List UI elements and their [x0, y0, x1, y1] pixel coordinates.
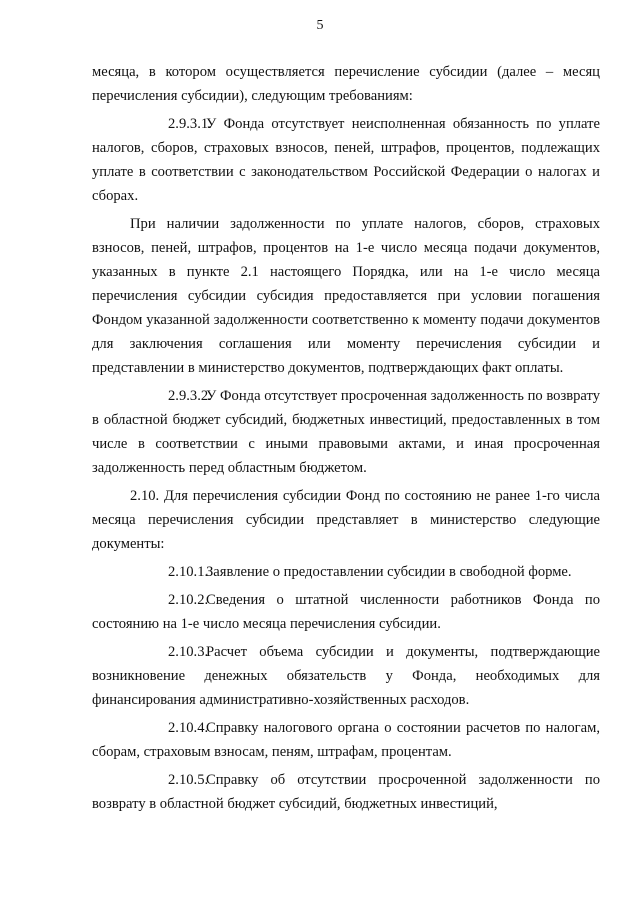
paragraph-text: Заявление о предоставлении субсидии в свободной форме.: [206, 564, 572, 580]
paragraph: [92, 640, 600, 712]
paragraph-text: У Фонда отсутствует неисполненная обязанность по уплате налогов, сборов, страховых взносов, пеней, штрафов, процентов, подлежащих уплате в соответствии с законодательством Российской Федерации о налогах и сборах.: [92, 116, 600, 204]
paragraph-text: Расчет объема субсидии и документы, подтверждающие возникновение денежных обязательств у Фонда, необходимых для финансирования административно-хозяйственных расходов.: [92, 644, 600, 708]
item-number: 2.10.3.: [168, 644, 209, 660]
paragraph: [92, 484, 600, 556]
paragraph: [92, 60, 600, 108]
item-number: 2.10.1.: [168, 564, 209, 580]
paragraph: [92, 560, 600, 584]
paragraph-text: месяца, в котором осуществляется перечисление субсидии (далее – месяц перечисления субсидии), следующим требованиям:: [92, 64, 600, 104]
page-number: 5: [316, 18, 324, 33]
document-body: [92, 60, 600, 820]
paragraph: [92, 384, 600, 480]
paragraph-text: Справку налогового органа о состоянии расчетов по налогам, сборам, страховым взносам, пеням, штрафам, процентам.: [92, 720, 600, 760]
paragraph: [92, 212, 600, 380]
item-number: 2.10.2.: [168, 592, 209, 608]
paragraph-text: Сведения о штатной численности работников Фонда по состоянию на 1-е число месяца перечисления субсидии.: [92, 592, 600, 632]
item-number: 2.9.3.2.: [168, 388, 212, 404]
paragraph: [92, 112, 600, 208]
paragraph-text: 2.10. Для перечисления субсидии Фонд по состоянию не ранее 1-го числа месяца перечисления субсидии представляет в министерство следующие документы:: [92, 488, 600, 552]
item-number: 2.9.3.1.: [168, 116, 212, 132]
item-number: 2.10.4.: [168, 720, 209, 736]
paragraph-text: У Фонда отсутствует просроченная задолженность по возврату в областной бюджет субсидий, бюджетных инвестиций, предоставленных в том числе в соответствии с иными правовыми актами, и иная просроченная задолженность перед областным бюджетом.: [92, 388, 600, 476]
paragraph: [92, 716, 600, 764]
item-number: 2.10.5.: [168, 772, 209, 788]
paragraph: [92, 768, 600, 816]
paragraph-text: При наличии задолженности по уплате налогов, сборов, страховых взносов, пеней, штрафов, процентов на 1-е число месяца подачи документов, указанных в пункте 2.1 настоящего Порядка, или на 1-е число месяца перечисления субсидии субсидия предоставляется при условии погашения Фондом указанной задолженности соответственно к моменту подачи документов для заключения соглашения или моменту перечисления субсидии и представлении в министерство документов, подтверждающих факт оплаты.: [92, 216, 600, 376]
paragraph: [92, 588, 600, 636]
paragraph-text: Справку об отсутствии просроченной задолженности по возврату в областной бюджет субсидий, бюджетных инвестиций,: [92, 772, 600, 812]
